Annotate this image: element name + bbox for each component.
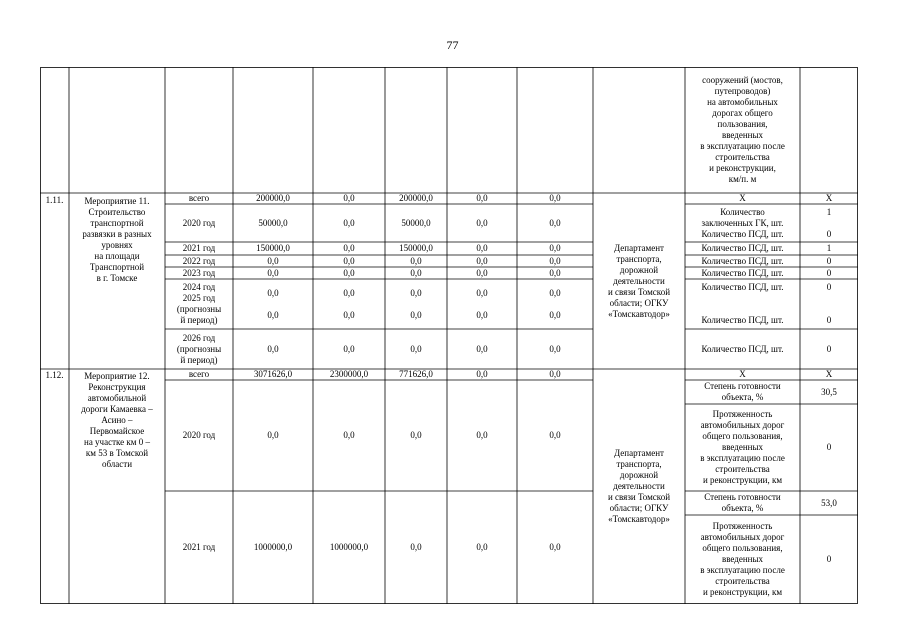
period-cell: 2021 год (182, 243, 216, 253)
local-cell: 0,0 (476, 193, 488, 203)
period-cell: всего (188, 193, 210, 203)
indicator-cell: Количество ПСД, шт. (701, 255, 784, 266)
value-cell: 0 (826, 442, 832, 452)
regional-cell: 50000,0 (401, 217, 431, 228)
period-cell: 2023 год (182, 267, 216, 278)
federal-cell: 0,0 (343, 255, 355, 266)
total-cell: 0,0 (267, 343, 279, 354)
value-cell: 0 (826, 267, 832, 278)
value-cell: 0 (826, 255, 832, 266)
measure-name: Мероприятие 11. Строительство транспортной развязки в разных уровнях на площади Транспортной в г. Томске (82, 196, 152, 283)
measure-name: Мероприятие 12. Реконструкция автомобильной дороги Камаевка – Асино – Первомайское на участке км 0 – км 53 в Томской области (81, 371, 153, 469)
program-table (40, 67, 858, 604)
local-cell: 0,0 0,0 (476, 287, 488, 320)
indicator-cell: Степень готовности объекта, % (704, 492, 781, 513)
extra-cell: 0,0 (549, 267, 561, 278)
regional-cell: 0,0 (410, 542, 422, 552)
local-cell: 0,0 (476, 343, 488, 354)
total-cell: 0,0 0,0 (267, 287, 279, 320)
local-cell: 0,0 (476, 243, 488, 253)
value-cell: Х (825, 369, 833, 379)
local-cell: 0,0 (476, 217, 488, 228)
total-cell: 3071626,0 (253, 369, 293, 379)
federal-cell: 0,0 (343, 267, 355, 278)
value-cell: 1 (826, 243, 832, 253)
value-cell: 53,0 (821, 497, 837, 508)
value-cell: 1 0 (826, 206, 832, 239)
value-cell: 0 0 (826, 282, 832, 325)
indicator-cell: Количество ПСД, шт. (701, 343, 784, 354)
extra-cell: 0,0 (549, 217, 561, 228)
federal-cell: 0,0 (343, 193, 355, 203)
page-number: 77 (446, 38, 459, 52)
extra-cell: 0,0 (549, 255, 561, 266)
extra-cell: 0,0 (549, 193, 561, 203)
indicator-cell: Протяженность автомобильных дорог общего пользования, введенных в эксплуатацию после строительства и реконструкции, км (700, 409, 785, 485)
indicator-cell: Протяженность автомобильных дорог общего пользования, введенных в эксплуатацию после строительства и реконструкции, км (700, 521, 785, 597)
measure-executor: Департамент транспорта, дорожной деятельности и связи Томской области; ОГКУ «Томскавтодор» (607, 448, 671, 524)
period-cell: 2022 год (182, 255, 216, 266)
federal-cell: 0,0 (343, 243, 355, 253)
continuation-indicator: сооружений (мостов, путепроводов) на автомобильных дорогах общего пользования, введенных в эксплуатацию после строительства и реконструкции, км/п. м (700, 75, 785, 184)
regional-cell: 150000,0 (399, 243, 433, 253)
total-cell: 1000000,0 (253, 542, 293, 552)
regional-cell: 0,0 (410, 267, 422, 278)
period-cell: всего (188, 369, 210, 379)
total-cell: 50000,0 (258, 217, 288, 228)
indicator-cell: Количество заключенных ГК, шт. Количество ПСД, шт. (701, 206, 784, 239)
total-cell: 150000,0 (256, 243, 290, 253)
measure-number: 1.12. (45, 370, 64, 380)
period-cell: 2024 год 2025 год (прогнозны й период) (176, 282, 222, 325)
total-cell: 0,0 (267, 255, 279, 266)
indicator-cell: Количество ПСД, шт. Количество ПСД, шт. (701, 282, 784, 325)
period-cell: 2020 год (182, 217, 216, 228)
value-cell: Х (825, 193, 833, 203)
indicator-cell: Х (739, 369, 746, 379)
federal-cell: 0,0 0,0 (343, 287, 355, 320)
local-cell: 0,0 (476, 369, 488, 379)
local-cell: 0,0 (476, 542, 488, 552)
value-cell: 0 (826, 343, 832, 354)
value-cell: 30,5 (821, 386, 837, 397)
value-cell: 0 (826, 554, 832, 564)
extra-cell: 0,0 (549, 430, 561, 440)
indicator-cell: Количество ПСД, шт. (701, 267, 784, 278)
regional-cell: 200000,0 (399, 193, 433, 203)
regional-cell: 771626,0 (399, 369, 433, 379)
regional-cell: 0,0 (410, 430, 422, 440)
regional-cell: 0,0 0,0 (410, 287, 422, 320)
indicator-cell: Количество ПСД, шт. (701, 243, 784, 253)
federal-cell: 0,0 (343, 343, 355, 354)
local-cell: 0,0 (476, 430, 488, 440)
period-cell: 2026 год (прогнозны й период) (176, 332, 222, 365)
measure-number: 1.11. (45, 195, 64, 205)
total-cell: 200000,0 (256, 193, 290, 203)
extra-cell: 0,0 0,0 (549, 287, 561, 320)
local-cell: 0,0 (476, 255, 488, 266)
local-cell: 0,0 (476, 267, 488, 278)
extra-cell: 0,0 (549, 343, 561, 354)
regional-cell: 0,0 (410, 255, 422, 266)
extra-cell: 0,0 (549, 542, 561, 552)
federal-cell: 2300000,0 (329, 369, 369, 379)
federal-cell: 0,0 (343, 217, 355, 228)
extra-cell: 0,0 (549, 243, 561, 253)
indicator-cell: Х (739, 193, 746, 203)
period-cell: 2021 год (182, 542, 216, 552)
indicator-cell: Степень готовности объекта, % (704, 381, 781, 402)
period-cell: 2020 год (182, 430, 216, 440)
total-cell: 0,0 (267, 267, 279, 278)
extra-cell: 0,0 (549, 369, 561, 379)
federal-cell: 1000000,0 (329, 542, 369, 552)
federal-cell: 0,0 (343, 430, 355, 440)
measure-executor: Департамент транспорта, дорожной деятельности и связи Томской области; ОГКУ «Томскавтодор» (607, 242, 671, 319)
regional-cell: 0,0 (410, 343, 422, 354)
total-cell: 0,0 (267, 430, 279, 440)
